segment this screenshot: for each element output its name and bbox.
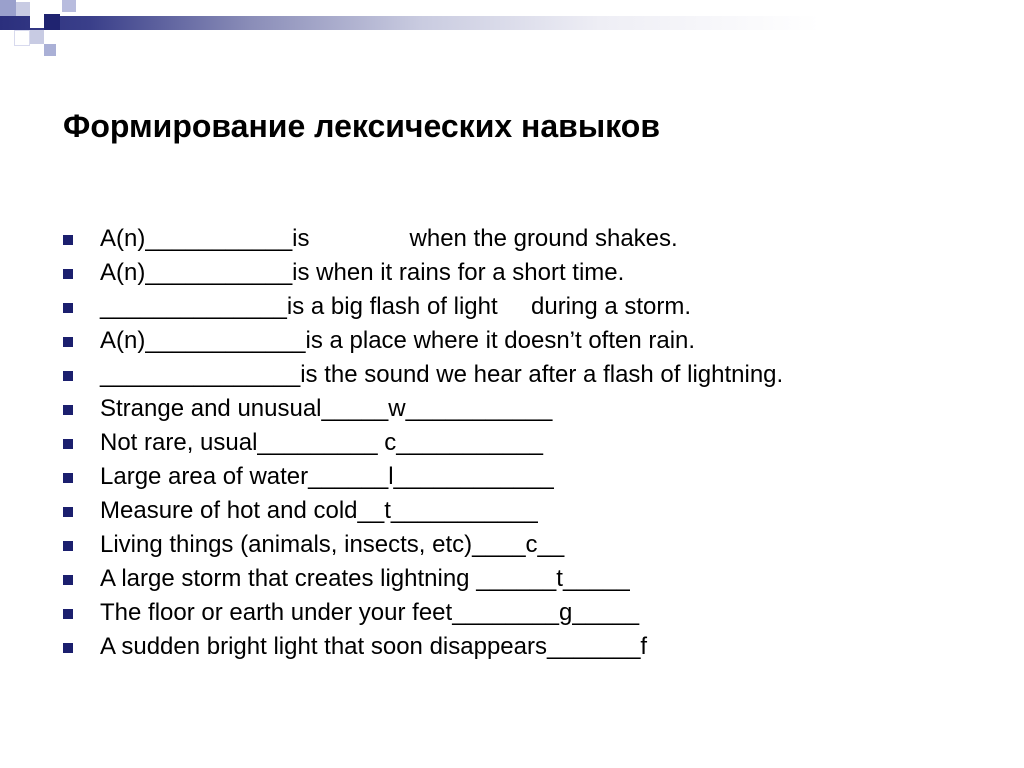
list-item-text: Large area of water______l____________: [100, 463, 554, 490]
list-item-text: The floor or earth under your feet________g_____: [100, 599, 640, 626]
list-item-text: A(n)___________is when the ground shakes.: [100, 225, 678, 252]
decor-square: [0, 0, 16, 16]
list-item-text: A(n)____________is a place where it doesn’t often rain.: [100, 327, 696, 354]
decor-square: [14, 30, 30, 46]
list-item-text: A large storm that creates lightning ______t_____: [100, 565, 630, 592]
header-gradient-bar: [0, 16, 1024, 30]
square-bullet-icon: [63, 269, 73, 279]
decor-square: [44, 44, 56, 56]
list-item-text: _______________is the sound we hear after a flash of lightning.: [100, 361, 784, 388]
decor-square: [62, 0, 76, 12]
square-bullet-icon: [63, 303, 73, 313]
decor-square: [30, 14, 44, 28]
square-bullet-icon: [63, 575, 73, 585]
decor-square: [30, 30, 44, 44]
decor-square: [44, 14, 60, 30]
square-bullet-icon: [63, 337, 73, 347]
square-bullet-icon: [63, 507, 73, 517]
square-bullet-icon: [63, 405, 73, 415]
list-item-text: A sudden bright light that soon disappears_______f: [100, 633, 648, 660]
square-bullet-icon: [63, 643, 73, 653]
square-bullet-icon: [63, 371, 73, 381]
list-item-text: ______________is a big flash of light during a storm.: [100, 293, 692, 320]
square-bullet-icon: [63, 439, 73, 449]
list-item-text: Measure of hot and cold__t___________: [100, 497, 538, 524]
list-item-text: Not rare, usual_________ c___________: [100, 429, 544, 456]
square-bullet-icon: [63, 235, 73, 245]
square-bullet-icon: [63, 473, 73, 483]
decor-square: [16, 2, 30, 16]
slide-title: Формирование лексических навыков: [63, 108, 660, 144]
square-bullet-icon: [63, 609, 73, 619]
list-item-text: A(n)___________is when it rains for a short time.: [100, 259, 625, 286]
list-item-text: Strange and unusual_____w___________: [100, 395, 553, 422]
square-bullet-icon: [63, 541, 73, 551]
list-item-text: Living things (animals, insects, etc)____c__: [100, 531, 565, 558]
